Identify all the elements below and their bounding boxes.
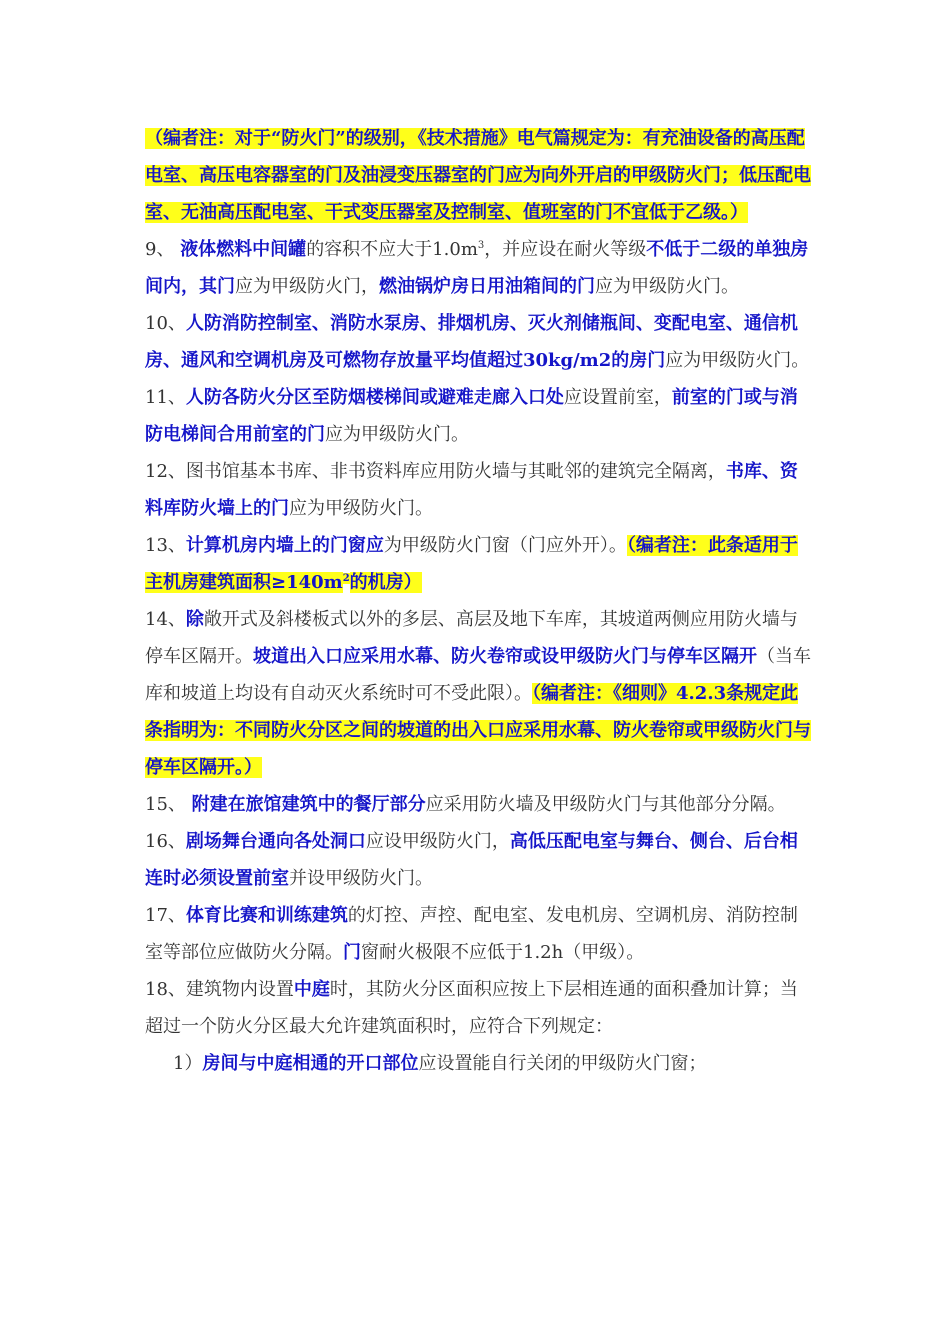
body-text: 应为甲级防火门。 <box>289 498 433 519</box>
paragraph-item-16 <box>145 823 815 897</box>
highlighted-note-text: （编者注：《细则》4.2.3条规定此条指明为：不同防火分区之间的坡道的出入口应采用水幕、防火卷帘或甲级防火门与停车区隔开。） <box>145 683 811 778</box>
body-text: 时，其防火分区面积应按上下层相连通的面积叠加计算；当超过一个防火分区最大允许建筑面积时，应符合下列规定： <box>145 979 798 1037</box>
document-body <box>145 120 815 1082</box>
body-text: 为甲级防火门窗（门应外开）。 <box>383 535 627 556</box>
highlighted-note-text: （编者注：对于“防火门”的级别，《技术措施》电气篇规定为：有充油设备的高压配电室、高压电容器室的门及油浸变压器室的门应为向外开启的甲级防火门；低压配电室、无油高压配电室、干式变压器室及控制室、值班室的门不宜低于乙级。） <box>145 128 811 223</box>
body-text: 17、 <box>145 905 186 926</box>
body-text: 应采用防火墙及甲级防火门与其他部分分隔。 <box>425 794 786 815</box>
paragraph-item-12 <box>145 453 815 527</box>
paragraph-item-15 <box>145 786 815 823</box>
emphasis-text: 前室的门或与消防电梯间合用前室的门 <box>145 387 798 445</box>
body-text: 11、 <box>145 387 186 408</box>
body-text: 3 <box>477 240 485 251</box>
paragraph-item-18-1 <box>145 1045 815 1082</box>
body-text: 15、 <box>145 794 192 815</box>
body-text: 12、图书馆基本书库、非书资料库应用防火墙与其毗邻的建筑完全隔离， <box>145 461 726 482</box>
body-text: 并设甲级防火门。 <box>289 868 433 889</box>
emphasis-text: 人防消防控制室、消防水泵房、排烟机房、灭火剂储瓶间、变配电室、通信机房、通风和空调机房及可燃物存放量平均值超过30kg/m2的房门 <box>145 313 798 371</box>
emphasis-text: 计算机房内墙上的门窗应 <box>185 535 384 556</box>
emphasis-text: 中庭 <box>293 979 330 1000</box>
highlighted-note-text: 2 <box>342 573 350 584</box>
body-text: 18、建筑物内设置 <box>145 979 294 1000</box>
emphasis-text: 附建在旅馆建筑中的餐厅部分 <box>191 794 426 815</box>
highlighted-note-text: 的机房） <box>349 572 422 593</box>
body-text: 应设置前室， <box>563 387 672 408</box>
body-text: 应为甲级防火门。 <box>595 276 739 297</box>
body-text: 应为甲级防火门。 <box>325 424 469 445</box>
emphasis-text: 剧场舞台通向各处洞口 <box>185 831 366 852</box>
paragraph-item-17 <box>145 897 815 971</box>
emphasis-text: 坡道出入口应采用水幕、防火卷帘或设甲级防火门与停车区隔开 <box>253 646 757 667</box>
emphasis-text: 不低于二级的单独房间内，其门 <box>145 239 809 297</box>
body-text: 1） <box>173 1053 203 1074</box>
body-text: 9、 <box>145 239 181 260</box>
body-text: ，并应设在耐火等级 <box>484 239 647 260</box>
body-text: 应为甲级防火门， <box>235 276 379 297</box>
body-text: 14、 <box>145 609 186 630</box>
body-text: 10、 <box>145 313 186 334</box>
emphasis-text: 除 <box>185 609 204 630</box>
paragraph-note-1 <box>145 120 815 231</box>
body-text: 16、 <box>145 831 186 852</box>
paragraph-item-10 <box>145 305 815 379</box>
body-text: 应为甲级防火门。 <box>665 350 810 371</box>
emphasis-text: 门 <box>343 942 361 963</box>
paragraph-item-13 <box>145 527 815 601</box>
body-text: （当车库和坡道上均设有自动灭火系统时可不受此限）。 <box>145 646 811 704</box>
body-text: 窗耐火极限不应低于1.2h（甲级）。 <box>361 942 645 963</box>
emphasis-text: 燃油锅炉房日用油箱间的门 <box>379 276 595 297</box>
emphasis-text: 高低压配电室与舞台、侧台、后台相连时必须设置前室 <box>145 831 798 889</box>
highlighted-note-text: （编者注：此条适用于主机房建筑面积≥140m <box>145 535 798 593</box>
paragraph-item-14 <box>145 601 815 786</box>
body-text: 13、 <box>145 535 186 556</box>
emphasis-text: 书库、资料库防火墙上的门 <box>145 461 798 519</box>
body-text: 的灯控、声控、配电室、发电机房、空调机房、消防控制室等部位应做防火分隔。 <box>145 905 798 963</box>
body-text: 应设甲级防火门， <box>365 831 510 852</box>
emphasis-text: 房间与中庭相通的开口部位 <box>202 1053 419 1074</box>
body-text: 应设置能自行关闭的甲级防火门窗； <box>418 1053 707 1074</box>
paragraph-item-11 <box>145 379 815 453</box>
paragraph-item-9 <box>145 231 815 305</box>
emphasis-text: 液体燃料中间罐 <box>180 239 307 260</box>
body-text: 敞开式及斜楼板式以外的多层、高层及地下车库，其坡道两侧应用防火墙与停车区隔开。 <box>145 609 798 667</box>
body-text: 的容积不应大于1.0m <box>306 239 478 260</box>
paragraph-item-18 <box>145 971 815 1045</box>
emphasis-text: 人防各防火分区至防烟楼梯间或避难走廊入口处 <box>185 387 564 408</box>
emphasis-text: 体育比赛和训练建筑 <box>185 905 348 926</box>
